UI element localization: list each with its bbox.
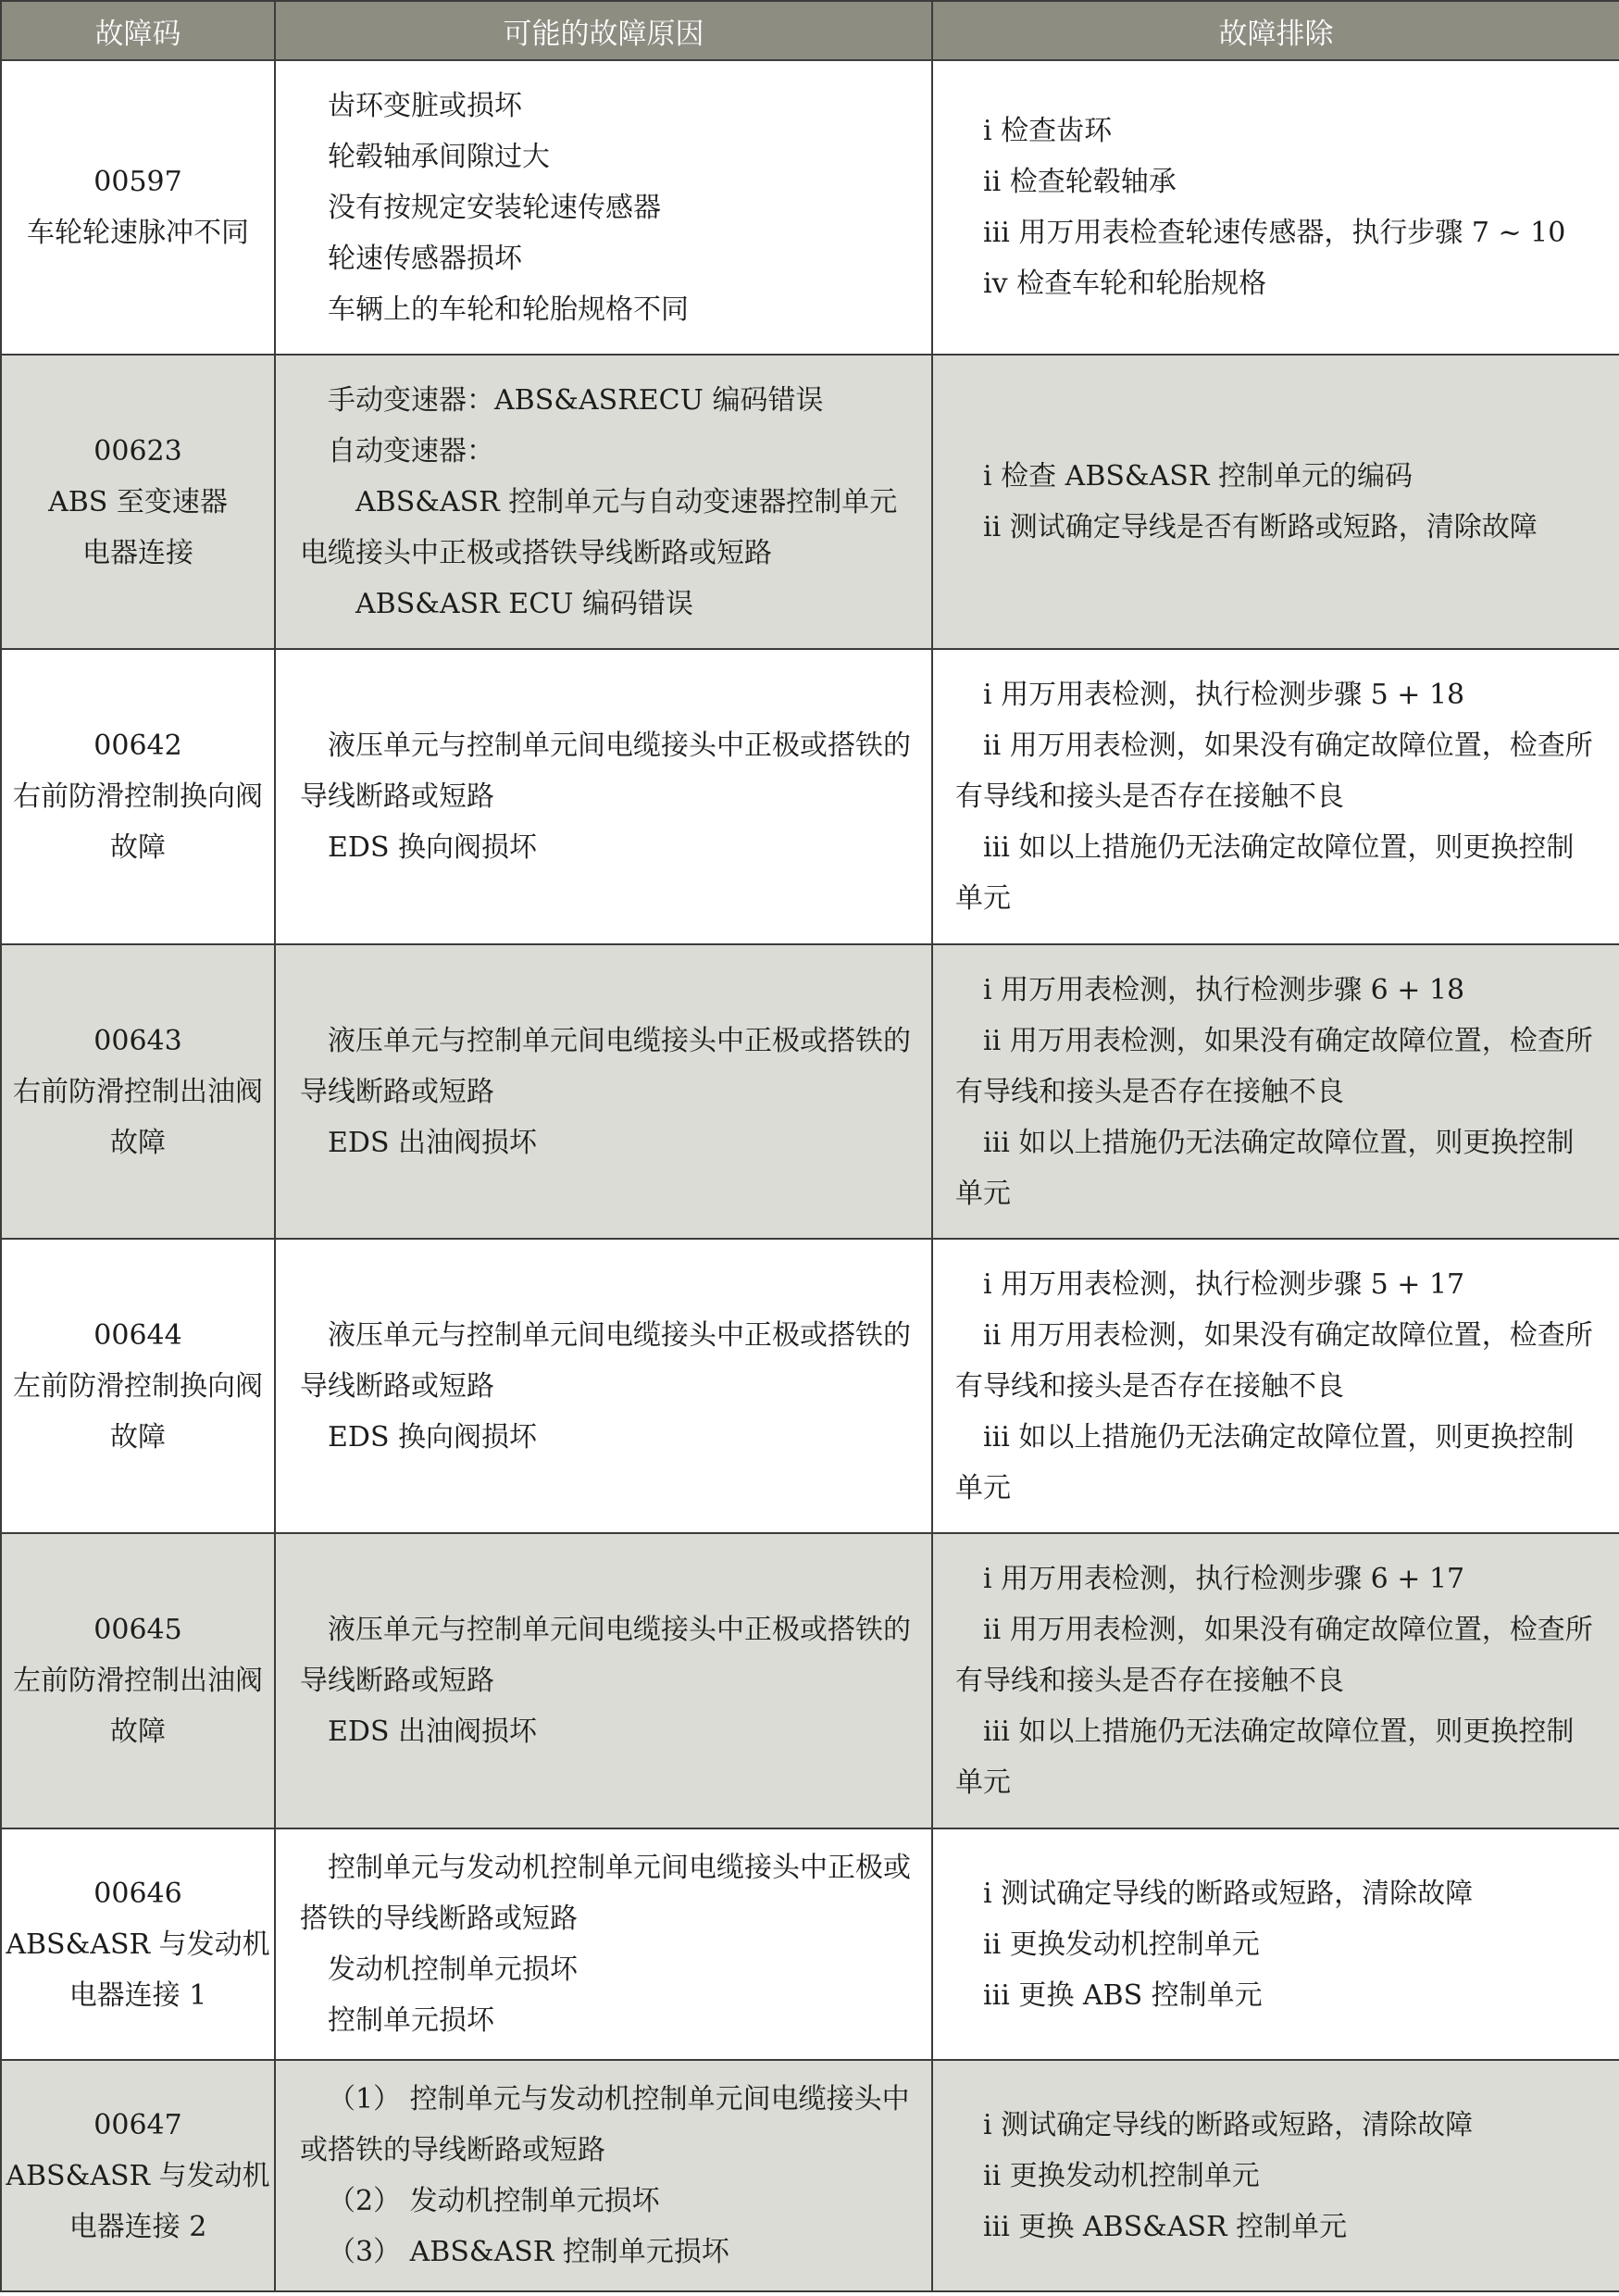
cause-cell: 液压单元与控制单元间电缆接头中正极或搭铁的导线断路或短路 EDS 换向阀损坏: [275, 1239, 932, 1533]
fault-code-cell: 00597 车轮轮速脉冲不同: [1, 60, 275, 355]
fault-code-cell: 00644 左前防滑控制换向阀 故障: [1, 1239, 275, 1533]
fault-code-cell: 00646 ABS&ASR 与发动机 电器连接 1: [1, 1828, 275, 2060]
fix-cell: i 用万用表检测，执行检测步骤 5 + 18 ii 用万用表检测，如果没有确定故障位置，检查所有导线和接头是否存在接触不良 iii 如以上措施仍无法确定故障位置，则更换控制单元: [932, 649, 1619, 944]
table-row: [1, 1239, 1619, 1533]
table-row: [1, 1533, 1619, 1828]
header-possible-cause: 可能的故障原因: [275, 1, 932, 60]
table-row: [1, 944, 1619, 1239]
fix-cell: i 测试确定导线的断路或短路，清除故障 ii 更换发动机控制单元 iii 更换 ABS&ASR 控制单元: [932, 2060, 1619, 2291]
fix-cell: i 测试确定导线的断路或短路，清除故障 ii 更换发动机控制单元 iii 更换 ABS 控制单元: [932, 1828, 1619, 2060]
cause-cell: 齿环变脏或损坏 轮毂轴承间隙过大 没有按规定安装轮速传感器 轮速传感器损坏 车辆上的车轮和轮胎规格不同: [275, 60, 932, 355]
fix-cell: i 检查 ABS&ASR 控制单元的编码 ii 测试确定导线是否有断路或短路，清除故障: [932, 355, 1619, 649]
cause-cell: 液压单元与控制单元间电缆接头中正极或搭铁的导线断路或短路 EDS 出油阀损坏: [275, 1533, 932, 1828]
cause-cell: 液压单元与控制单元间电缆接头中正极或搭铁的导线断路或短路 EDS 出油阀损坏: [275, 944, 932, 1239]
cause-cell: 液压单元与控制单元间电缆接头中正极或搭铁的导线断路或短路 EDS 换向阀损坏: [275, 649, 932, 944]
fix-cell: i 用万用表检测，执行检测步骤 6 + 17 ii 用万用表检测，如果没有确定故障位置，检查所有导线和接头是否存在接触不良 iii 如以上措施仍无法确定故障位置，则更换控制单元: [932, 1533, 1619, 1828]
fix-cell: i 用万用表检测，执行检测步骤 6 + 18 ii 用万用表检测，如果没有确定故障位置，检查所有导线和接头是否存在接触不良 iii 如以上措施仍无法确定故障位置，则更换控制单元: [932, 944, 1619, 1239]
fix-cell: i 用万用表检测，执行检测步骤 5 + 17 ii 用万用表检测，如果没有确定故障位置，检查所有导线和接头是否存在接触不良 iii 如以上措施仍无法确定故障位置，则更换控制单元: [932, 1239, 1619, 1533]
fault-code-cell: 00643 右前防滑控制出油阀 故障: [1, 944, 275, 1239]
fix-cell: i 检查齿环 ii 检查轮毂轴承 iii 用万用表检查轮速传感器，执行步骤 7 ~ 10 iv 检查车轮和轮胎规格: [932, 60, 1619, 355]
header-fault-code: 故障码: [1, 1, 275, 60]
cause-cell: 控制单元与发动机控制单元间电缆接头中正极或搭铁的导线断路或短路 发动机控制单元损坏 控制单元损坏: [275, 1828, 932, 2060]
table-row: [1, 1828, 1619, 2060]
table-row: [1, 60, 1619, 355]
fault-code-cell: 00645 左前防滑控制出油阀 故障: [1, 1533, 275, 1828]
table-row: [1, 649, 1619, 944]
table-row: [1, 2060, 1619, 2291]
fault-code-cell: 00642 右前防滑控制换向阀 故障: [1, 649, 275, 944]
fault-code-cell: 00647 ABS&ASR 与发动机 电器连接 2: [1, 2060, 275, 2291]
header-row: [1, 1, 1619, 60]
table-row: [1, 355, 1619, 649]
header-troubleshooting: 故障排除: [932, 1, 1619, 60]
cause-cell: 手动变速器：ABS&ASRECU 编码错误 自动变速器： ABS&ASR 控制单元与自动变速器控制单元电缆接头中正极或搭铁导线断路或短路 ABS&ASR ECU 编码错误: [275, 355, 932, 649]
fault-code-cell: 00623 ABS 至变速器 电器连接: [1, 355, 275, 649]
cause-cell: （1） 控制单元与发动机控制单元间电缆接头中或搭铁的导线断路或短路 （2） 发动机控制单元损坏 （3） ABS&ASR 控制单元损坏: [275, 2060, 932, 2291]
